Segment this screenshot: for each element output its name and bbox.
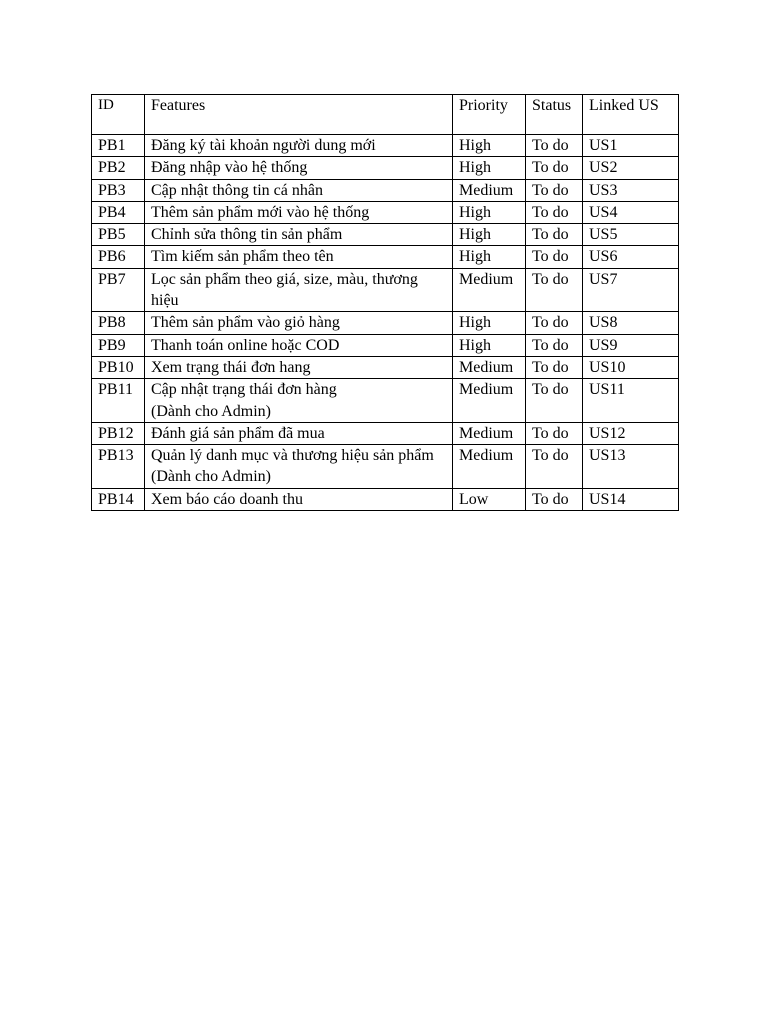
- cell-status: To do: [526, 246, 583, 268]
- table-row: [92, 422, 679, 444]
- cell-status: To do: [526, 135, 583, 157]
- header-row: [92, 95, 679, 135]
- cell-priority: Low: [453, 488, 526, 510]
- cell-linked-us: US14: [583, 488, 679, 510]
- cell-linked-us: US3: [583, 179, 679, 201]
- cell-status: To do: [526, 334, 583, 356]
- cell-feature: Đánh giá sản phẩm đã mua: [145, 422, 453, 444]
- cell-id: PB4: [92, 201, 145, 223]
- table-row: [92, 224, 679, 246]
- cell-status: To do: [526, 312, 583, 334]
- table-row: [92, 379, 679, 423]
- table-row: [92, 488, 679, 510]
- cell-priority: High: [453, 246, 526, 268]
- cell-id: PB2: [92, 157, 145, 179]
- cell-feature: Xem báo cáo doanh thu: [145, 488, 453, 510]
- table-row: [92, 356, 679, 378]
- cell-linked-us: US7: [583, 268, 679, 312]
- header-priority: Priority: [453, 95, 526, 135]
- table-row: [92, 201, 679, 223]
- table-row: [92, 334, 679, 356]
- cell-linked-us: US4: [583, 201, 679, 223]
- cell-linked-us: US1: [583, 135, 679, 157]
- table-row: [92, 268, 679, 312]
- cell-feature: Quản lý danh mục và thương hiệu sản phẩm (Dành cho Admin): [145, 445, 453, 489]
- cell-status: To do: [526, 179, 583, 201]
- cell-id: PB5: [92, 224, 145, 246]
- cell-id: PB9: [92, 334, 145, 356]
- cell-id: PB8: [92, 312, 145, 334]
- cell-priority: High: [453, 312, 526, 334]
- cell-status: To do: [526, 445, 583, 489]
- cell-status: To do: [526, 488, 583, 510]
- table-row: [92, 312, 679, 334]
- cell-id: PB3: [92, 179, 145, 201]
- product-backlog-table: [91, 94, 679, 511]
- cell-priority: Medium: [453, 445, 526, 489]
- cell-linked-us: US9: [583, 334, 679, 356]
- cell-feature: Chỉnh sửa thông tin sản phẩm: [145, 224, 453, 246]
- cell-linked-us: US12: [583, 422, 679, 444]
- cell-linked-us: US8: [583, 312, 679, 334]
- table-row: [92, 157, 679, 179]
- cell-feature: Lọc sản phẩm theo giá, size, màu, thương hiệu: [145, 268, 453, 312]
- cell-id: PB1: [92, 135, 145, 157]
- cell-priority: Medium: [453, 422, 526, 444]
- table-row: [92, 445, 679, 489]
- cell-feature: Thanh toán online hoặc COD: [145, 334, 453, 356]
- cell-priority: High: [453, 201, 526, 223]
- cell-feature: Xem trạng thái đơn hang: [145, 356, 453, 378]
- cell-feature: Cập nhật trạng thái đơn hàng (Dành cho Admin): [145, 379, 453, 423]
- cell-feature: Đăng nhập vào hệ thống: [145, 157, 453, 179]
- cell-feature: Cập nhật thông tin cá nhân: [145, 179, 453, 201]
- cell-linked-us: US10: [583, 356, 679, 378]
- cell-feature: Tìm kiếm sản phẩm theo tên: [145, 246, 453, 268]
- cell-priority: High: [453, 135, 526, 157]
- cell-id: PB13: [92, 445, 145, 489]
- cell-id: PB10: [92, 356, 145, 378]
- cell-id: PB7: [92, 268, 145, 312]
- header-linked-us: Linked US: [583, 95, 679, 135]
- cell-priority: High: [453, 224, 526, 246]
- cell-feature: Thêm sản phẩm mới vào hệ thống: [145, 201, 453, 223]
- cell-id: PB11: [92, 379, 145, 423]
- cell-status: To do: [526, 356, 583, 378]
- cell-priority: High: [453, 334, 526, 356]
- cell-priority: Medium: [453, 379, 526, 423]
- cell-feature: Đăng ký tài khoản người dung mới: [145, 135, 453, 157]
- cell-linked-us: US6: [583, 246, 679, 268]
- cell-feature: Thêm sản phẩm vào giỏ hàng: [145, 312, 453, 334]
- cell-priority: High: [453, 157, 526, 179]
- cell-status: To do: [526, 422, 583, 444]
- table-row: [92, 135, 679, 157]
- cell-id: PB12: [92, 422, 145, 444]
- cell-priority: Medium: [453, 268, 526, 312]
- header-id: ID: [92, 95, 145, 135]
- cell-id: PB14: [92, 488, 145, 510]
- cell-priority: Medium: [453, 356, 526, 378]
- table-row: [92, 246, 679, 268]
- table-header: [92, 95, 679, 135]
- cell-linked-us: US2: [583, 157, 679, 179]
- cell-status: To do: [526, 157, 583, 179]
- cell-linked-us: US13: [583, 445, 679, 489]
- cell-status: To do: [526, 268, 583, 312]
- cell-linked-us: US11: [583, 379, 679, 423]
- cell-id: PB6: [92, 246, 145, 268]
- table-body: [92, 135, 679, 511]
- cell-status: To do: [526, 224, 583, 246]
- header-status: Status: [526, 95, 583, 135]
- cell-linked-us: US5: [583, 224, 679, 246]
- header-features: Features: [145, 95, 453, 135]
- cell-status: To do: [526, 379, 583, 423]
- table-row: [92, 179, 679, 201]
- cell-priority: Medium: [453, 179, 526, 201]
- cell-status: To do: [526, 201, 583, 223]
